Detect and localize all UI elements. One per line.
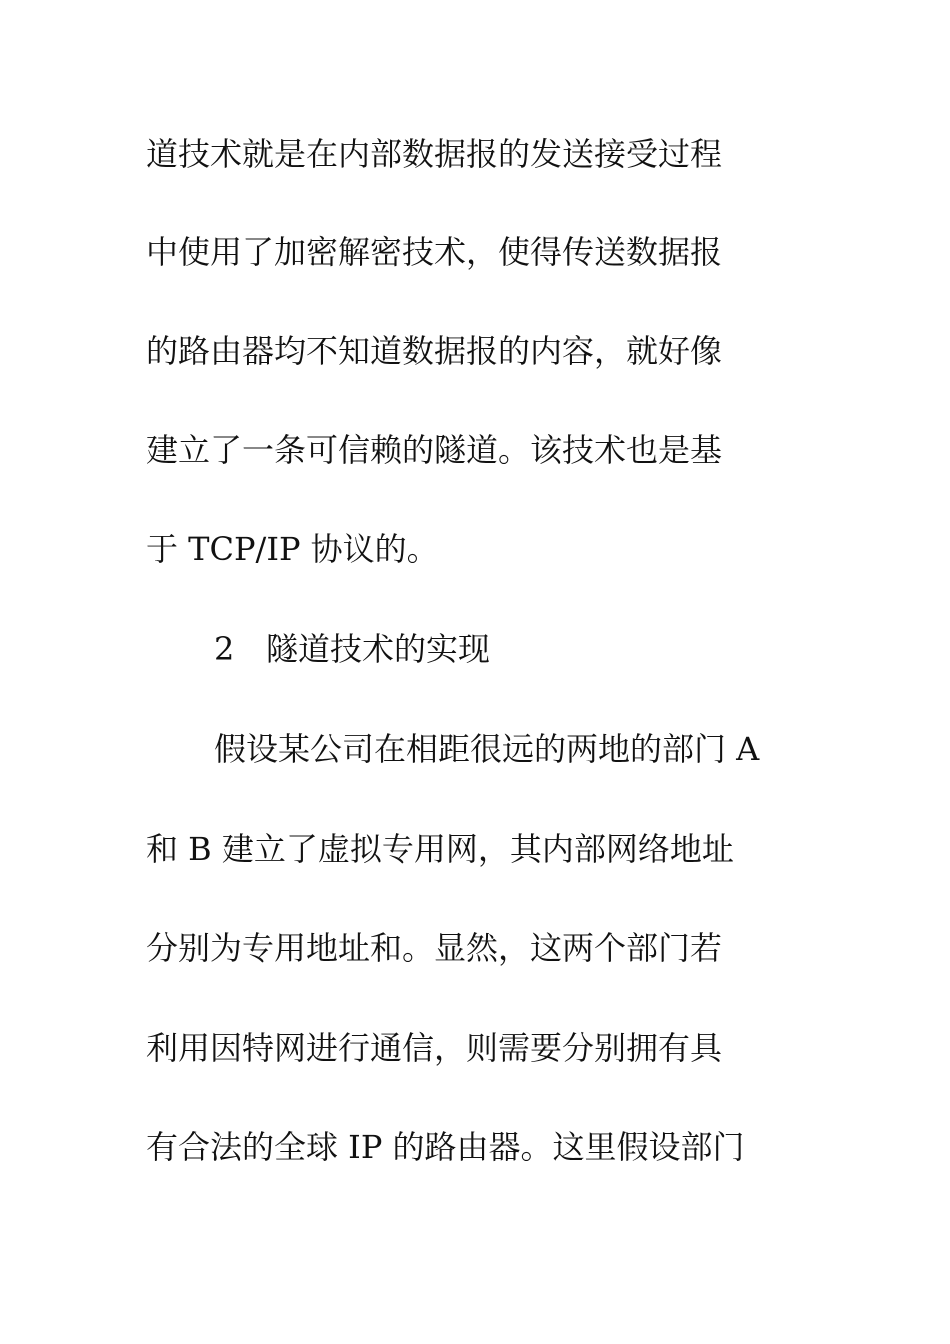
- paragraph-line: 和 B 建立了虚拟专用网，其内部网络地址: [146, 830, 734, 868]
- paragraph-line: 的路由器均不知道数据报的内容，就好像: [146, 332, 723, 370]
- paragraph-line: 假设某公司在相距很远的两地的部门 A: [214, 730, 760, 768]
- paragraph-line: 道技术就是在内部数据报的发送接受过程: [146, 135, 723, 173]
- section-heading: [214, 619, 490, 679]
- paragraph-line: 分别为专用地址和。显然，这两个部门若: [146, 929, 723, 967]
- paragraph-line: 建立了一条可信赖的隧道。该技术也是基: [146, 431, 723, 469]
- paragraph-line: 于 TCP/IP 协议的。: [146, 530, 439, 568]
- paragraph-line: 有合法的全球 IP 的路由器。这里假设部门: [146, 1128, 745, 1166]
- paragraph-line: 利用因特网进行通信，则需要分别拥有具: [146, 1029, 723, 1067]
- paragraph-line: 中使用了加密解密技术，使得传送数据报: [146, 233, 723, 271]
- section-number: 2: [214, 630, 235, 668]
- section-title: 隧道技术的实现: [266, 630, 491, 668]
